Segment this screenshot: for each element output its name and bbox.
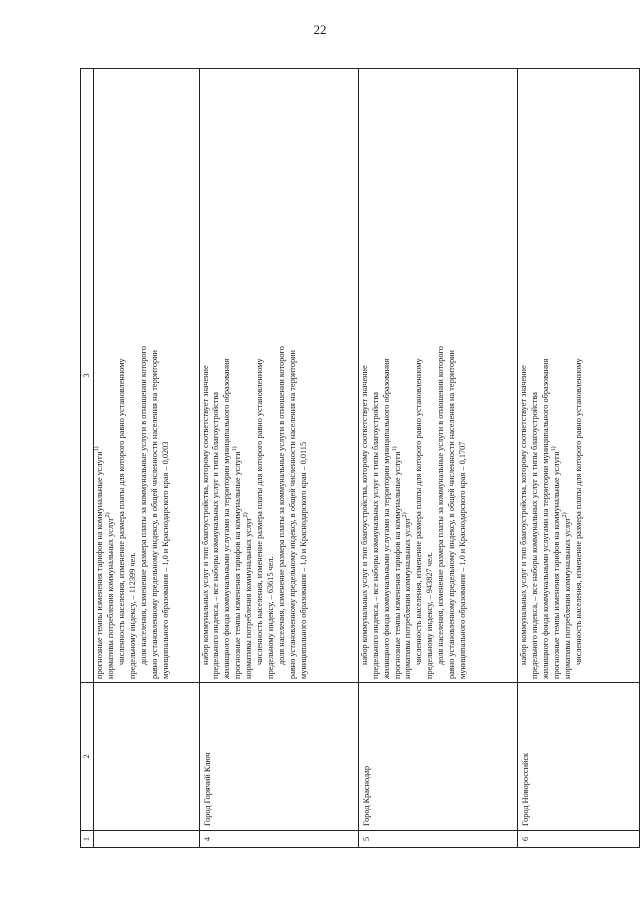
header-col-1: 1 — [81, 831, 94, 848]
table-row — [358, 69, 517, 848]
description-text: доля населения, изменение размера платы за коммунальные услуги в отношении которого — [138, 346, 148, 665]
description-line — [403, 72, 414, 679]
description-line — [277, 72, 288, 679]
footnote-ref: 1) — [94, 446, 101, 452]
description-line — [552, 72, 563, 679]
description-line — [382, 72, 393, 679]
description-text: прогнозные темпы изменения тарифов на коммунальные услуги — [95, 451, 104, 679]
description-text: нормативы потребления коммунальных услуг — [562, 517, 572, 679]
header-col-2: 2 — [81, 683, 94, 831]
description-line — [393, 72, 404, 679]
footnote-ref: 1) — [232, 446, 239, 452]
description-text: муниципального образования – 1,0 и Краснодарского края – 0,0203 — [160, 441, 170, 679]
description-line — [574, 72, 585, 679]
description-text: доля населения, изменение размера платы за коммунальные услуги в отношении которого — [436, 346, 446, 665]
description-line — [128, 72, 139, 679]
description-text: набор коммунальных услуг и тип благоустройства, которому соответствует значение — [359, 365, 369, 665]
description-line — [414, 72, 425, 679]
table-row — [94, 69, 200, 848]
description-text: нормативы потребления коммунальных услуг — [105, 517, 115, 679]
description-line — [95, 72, 106, 679]
description-cell — [94, 69, 200, 683]
description-text: равно установленному предельному индексу, в общей численности населения на территории — [149, 350, 159, 679]
description-line — [244, 72, 255, 679]
description-text: предельному индексу, – 943827 чел. — [425, 552, 435, 679]
description-line — [425, 72, 436, 679]
description-text: предельному индексу, – 63615 чел. — [266, 556, 276, 679]
description-line — [150, 72, 161, 679]
description-text: прогнозные темпы изменения тарифов на коммунальные услуги — [233, 451, 243, 679]
description-line — [436, 72, 447, 679]
description-text: жилищного фонда коммунальными услугами на территории муниципального образования — [222, 358, 232, 679]
row-number: 4 — [199, 831, 358, 848]
municipality-name: Город Новороссийск — [517, 683, 639, 831]
description-text: жилищного фонда коммунальными услугами на территории муниципального образования — [381, 358, 391, 679]
description-text: нормативы потребления коммунальных услуг — [403, 517, 413, 679]
description-line — [288, 72, 299, 679]
page-number: 22 — [313, 22, 327, 37]
row-number: 5 — [358, 831, 517, 848]
description-line — [106, 72, 117, 679]
description-line — [233, 72, 244, 679]
description-text: численность населения, изменение размера платы для которого равно установленному — [573, 358, 583, 665]
description-text: численность населения, изменение размера платы для которого равно установленному — [116, 358, 126, 665]
description-text: предельного индекса, – все наборы коммунальных услуг и типы благоустройства — [529, 392, 539, 679]
description-text: равно установленному предельному индексу, в общей численности населения на территории — [447, 350, 457, 679]
description-line — [563, 72, 574, 679]
municipality-name: Город Краснодар — [358, 683, 517, 831]
footnote-ref: 2) — [402, 512, 409, 518]
table-header-row — [81, 69, 94, 848]
description-line — [211, 72, 222, 679]
table-row — [517, 69, 639, 848]
description-text: предельному индексу, – 112399 чел. — [127, 552, 137, 679]
description-text: муниципального образования – 1,0 и Краснодарского края – 0,0115 — [298, 441, 308, 679]
description-line — [371, 72, 382, 679]
footnote-ref: 2) — [561, 512, 568, 518]
description-line — [458, 72, 469, 679]
rotated-table-container — [80, 68, 640, 848]
description-line — [519, 72, 530, 679]
description-text: равно установленному предельному индексу, в общей численности населения на территории — [288, 350, 298, 679]
description-text: численность населения, изменение размера платы для которого равно установленному — [414, 358, 424, 665]
description-line — [255, 72, 266, 679]
description-line — [447, 72, 458, 679]
description-line — [222, 72, 233, 679]
description-line — [541, 72, 552, 679]
description-text: жилищного фонда коммунальными услугами на территории муниципального образования — [540, 358, 550, 679]
description-text: предельного индекса, – все наборы коммунальных услуг и типы благоустройства — [370, 392, 380, 679]
description-text: нормативы потребления коммунальных услуг — [244, 517, 254, 679]
description-line — [266, 72, 277, 679]
description-line — [139, 72, 150, 679]
description-text: предельного индекса, – все наборы коммунальных услуг и типы благоустройства — [211, 392, 221, 679]
description-cell — [199, 69, 358, 683]
description-text: набор коммунальных услуг и тип благоустройства, которому соответствует значение — [200, 365, 210, 665]
description-text: набор коммунальных услуг и тип благоустройства, которому соответствует значение — [518, 365, 528, 665]
description-line — [299, 72, 310, 679]
description-text: доля населения, изменение размера платы за коммунальные услуги в отношении которого — [277, 346, 287, 665]
description-line — [201, 72, 212, 679]
municipality-name: Город Горячий Ключ — [199, 683, 358, 831]
description-cell — [517, 69, 639, 683]
description-cell — [358, 69, 517, 683]
description-text: прогнозные темпы изменения тарифов на коммунальные услуги — [392, 451, 402, 679]
description-text: муниципального образования – 1,0 и Краснодарского края – 0,1707 — [458, 441, 468, 679]
municipal-tariff-table — [80, 68, 640, 848]
footnote-ref: 1) — [550, 446, 557, 452]
description-text: прогнозные темпы изменения тарифов на коммунальные услуги — [551, 451, 561, 679]
footnote-ref: 1) — [391, 446, 398, 452]
description-line — [117, 72, 128, 679]
row-number: 6 — [517, 831, 639, 848]
description-line — [161, 72, 172, 679]
municipality-name — [94, 683, 200, 831]
description-text: численность населения, изменение размера платы для которого равно установленному — [255, 358, 265, 665]
footnote-ref: 2) — [243, 512, 250, 518]
footnote-ref: 2) — [105, 512, 112, 518]
header-col-3: 3 — [81, 69, 94, 683]
table-row — [199, 69, 358, 848]
description-line — [360, 72, 371, 679]
row-number — [94, 831, 200, 848]
description-line — [530, 72, 541, 679]
table-body — [94, 69, 640, 848]
